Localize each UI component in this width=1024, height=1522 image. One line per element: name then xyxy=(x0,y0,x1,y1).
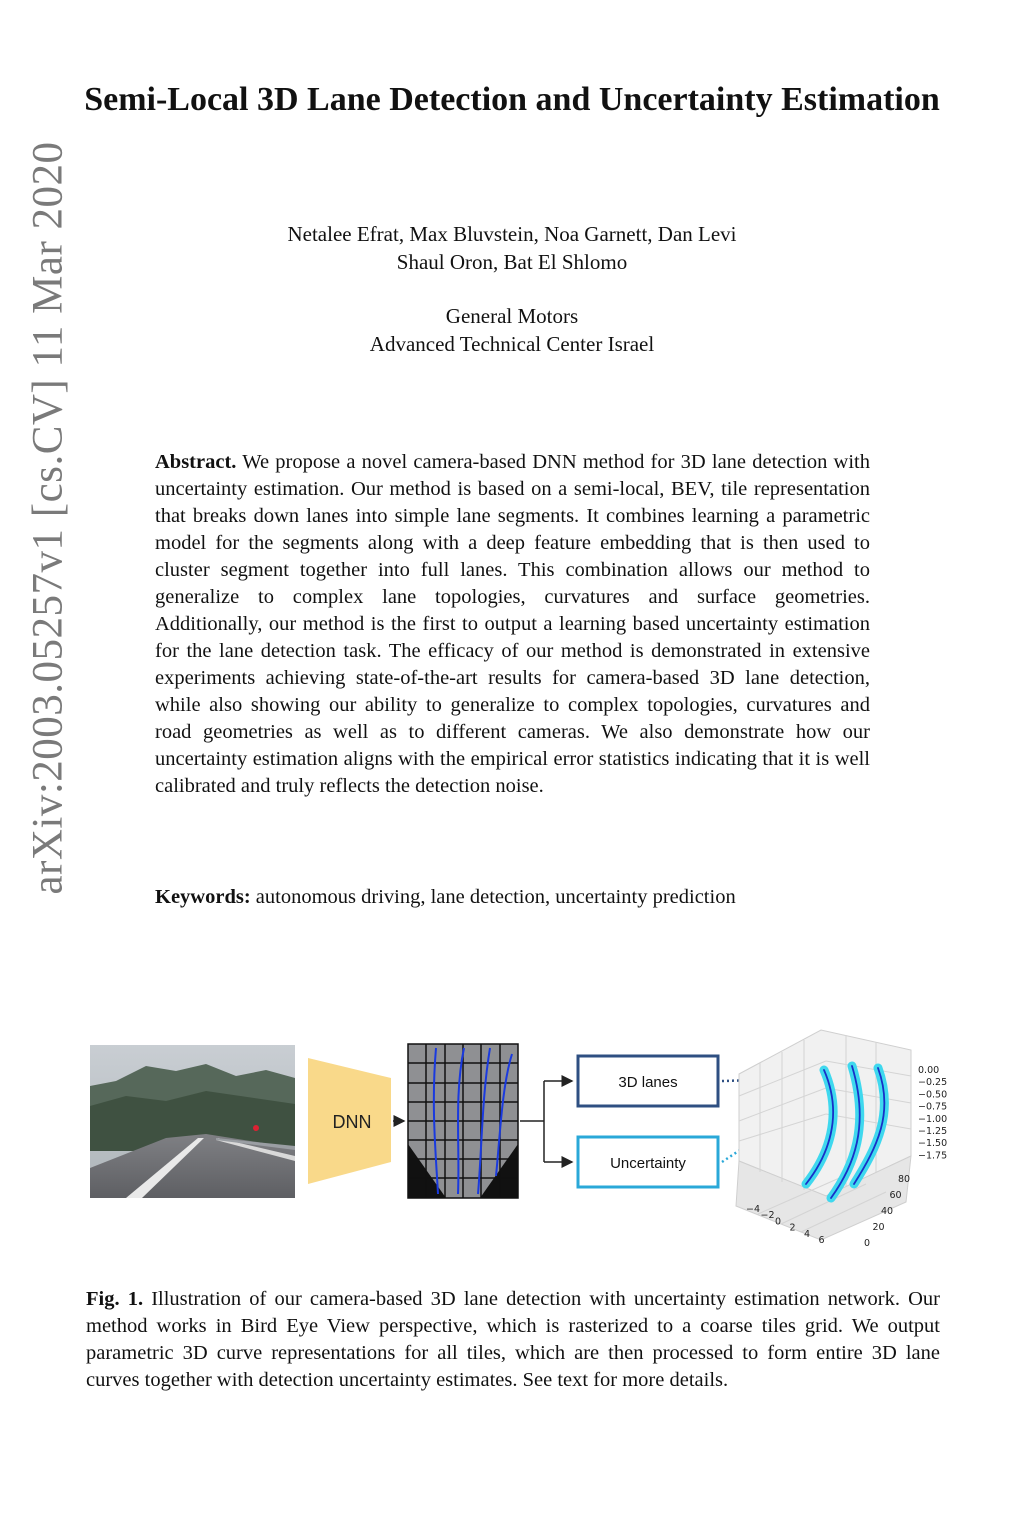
arxiv-identifier-text: arXiv:2003.05257v1 [cs.CV] 11 Mar 2020 xyxy=(24,141,72,895)
split-arrows xyxy=(520,1081,572,1162)
figure-1 xyxy=(86,1026,948,1266)
x-tick-label-1: −2 xyxy=(760,1210,775,1222)
arxiv-identifier xyxy=(8,78,88,958)
paper-title: Semi-Local 3D Lane Detection and Uncertainty Estimation xyxy=(84,81,940,118)
authors-line-1: Netalee Efrat, Max Bluvstein, Noa Garnett, Dan Levi xyxy=(287,222,737,246)
output-3d-lanes-label: 3D lanes xyxy=(618,1074,678,1091)
x-tick-label-3: 2 xyxy=(789,1222,796,1234)
x-tick-label-0: −4 xyxy=(746,1204,761,1215)
z-tick-label-3: −0.75 xyxy=(918,1101,948,1113)
x-tick-label-5: 6 xyxy=(818,1235,825,1246)
y-tick-label-0: 0 xyxy=(864,1238,871,1249)
dnn-block xyxy=(308,1058,391,1184)
keywords-text: autonomous driving, lane detection, uncertainty prediction xyxy=(255,886,736,908)
z-tick-label-0: 0.00 xyxy=(918,1065,940,1076)
figure-1-diagram xyxy=(86,1026,948,1266)
y-tick-label-1: 20 xyxy=(872,1222,885,1233)
affiliation-line-1: General Motors xyxy=(445,304,579,328)
x-tick-label-4: 4 xyxy=(804,1228,811,1240)
output-3d-lanes-box xyxy=(578,1056,718,1106)
keywords xyxy=(155,884,870,911)
z-tick-label-6: −1.50 xyxy=(918,1138,948,1150)
z-tick-label-2: −0.50 xyxy=(918,1089,948,1101)
x-tick-label-2: 0 xyxy=(775,1216,782,1228)
road-photo xyxy=(90,1045,295,1198)
z-tick-label-5: −1.25 xyxy=(918,1126,948,1137)
output-uncertainty-label: Uncertainty xyxy=(610,1155,686,1172)
keywords-label: Keywords: xyxy=(155,886,251,908)
y-tick-label-4: 80 xyxy=(898,1174,911,1185)
authors xyxy=(80,220,944,276)
caption-text: Illustration of our camera-based 3D lane detection with uncertainty estimation network. Our method works in Bird Eye View perspective, which is rasterized to a coarse tiles grid. We output parametric 3D curve representations for all tiles, which are then processed to form entire 3D lane curves together with detection uncertainty estimates. See text for more details. xyxy=(86,1288,940,1391)
bev-tiles-grid xyxy=(408,1044,518,1198)
3d-lane-plot xyxy=(736,1030,947,1249)
figure-1-caption xyxy=(86,1286,940,1394)
caption-label: Fig. 1. xyxy=(86,1288,144,1310)
y-tick-label-3: 60 xyxy=(889,1190,902,1201)
abstract xyxy=(155,449,870,800)
y-tick-label-2: 40 xyxy=(881,1206,894,1217)
affiliation xyxy=(80,302,944,358)
output-uncertainty-box xyxy=(578,1137,718,1187)
abstract-label: Abstract. xyxy=(155,451,237,473)
affiliation-line-2: Advanced Technical Center Israel xyxy=(369,332,655,356)
z-tick-label-7: −1.75 xyxy=(918,1150,948,1162)
authors-line-2: Shaul Oron, Bat El Shlomo xyxy=(396,250,628,274)
dnn-label: DNN xyxy=(332,1112,372,1132)
abstract-text: We propose a novel camera-based DNN method for 3D lane detection with uncertainty estimation. Our method is based on a semi-local, BEV, tile representation that breaks down lanes into simple lane segments. It combines learning a parametric model for the segments along with a deep feature embedding that is then used to cluster segment together into full lanes. This combination allows our method to generalize to complex lane topologies, curvatures and surface geometries. Additionally, our method is the first to output a learning based uncertainty estimation for the lane detection task. The efficacy of our method is demonstrated in extensive experiments achieving state-of-the-art results for camera-based 3D lane detection, while also showing our ability to generalize to complex topologies, curvatures and road geometries as well as to different cameras. We also demonstrate how our uncertainty estimation aligns with the empirical error statistics indicating that it is well calibrated and truly reflects the detection noise. xyxy=(155,451,870,797)
z-tick-label-1: −0.25 xyxy=(918,1077,948,1089)
z-tick-label-4: −1.00 xyxy=(918,1113,948,1125)
